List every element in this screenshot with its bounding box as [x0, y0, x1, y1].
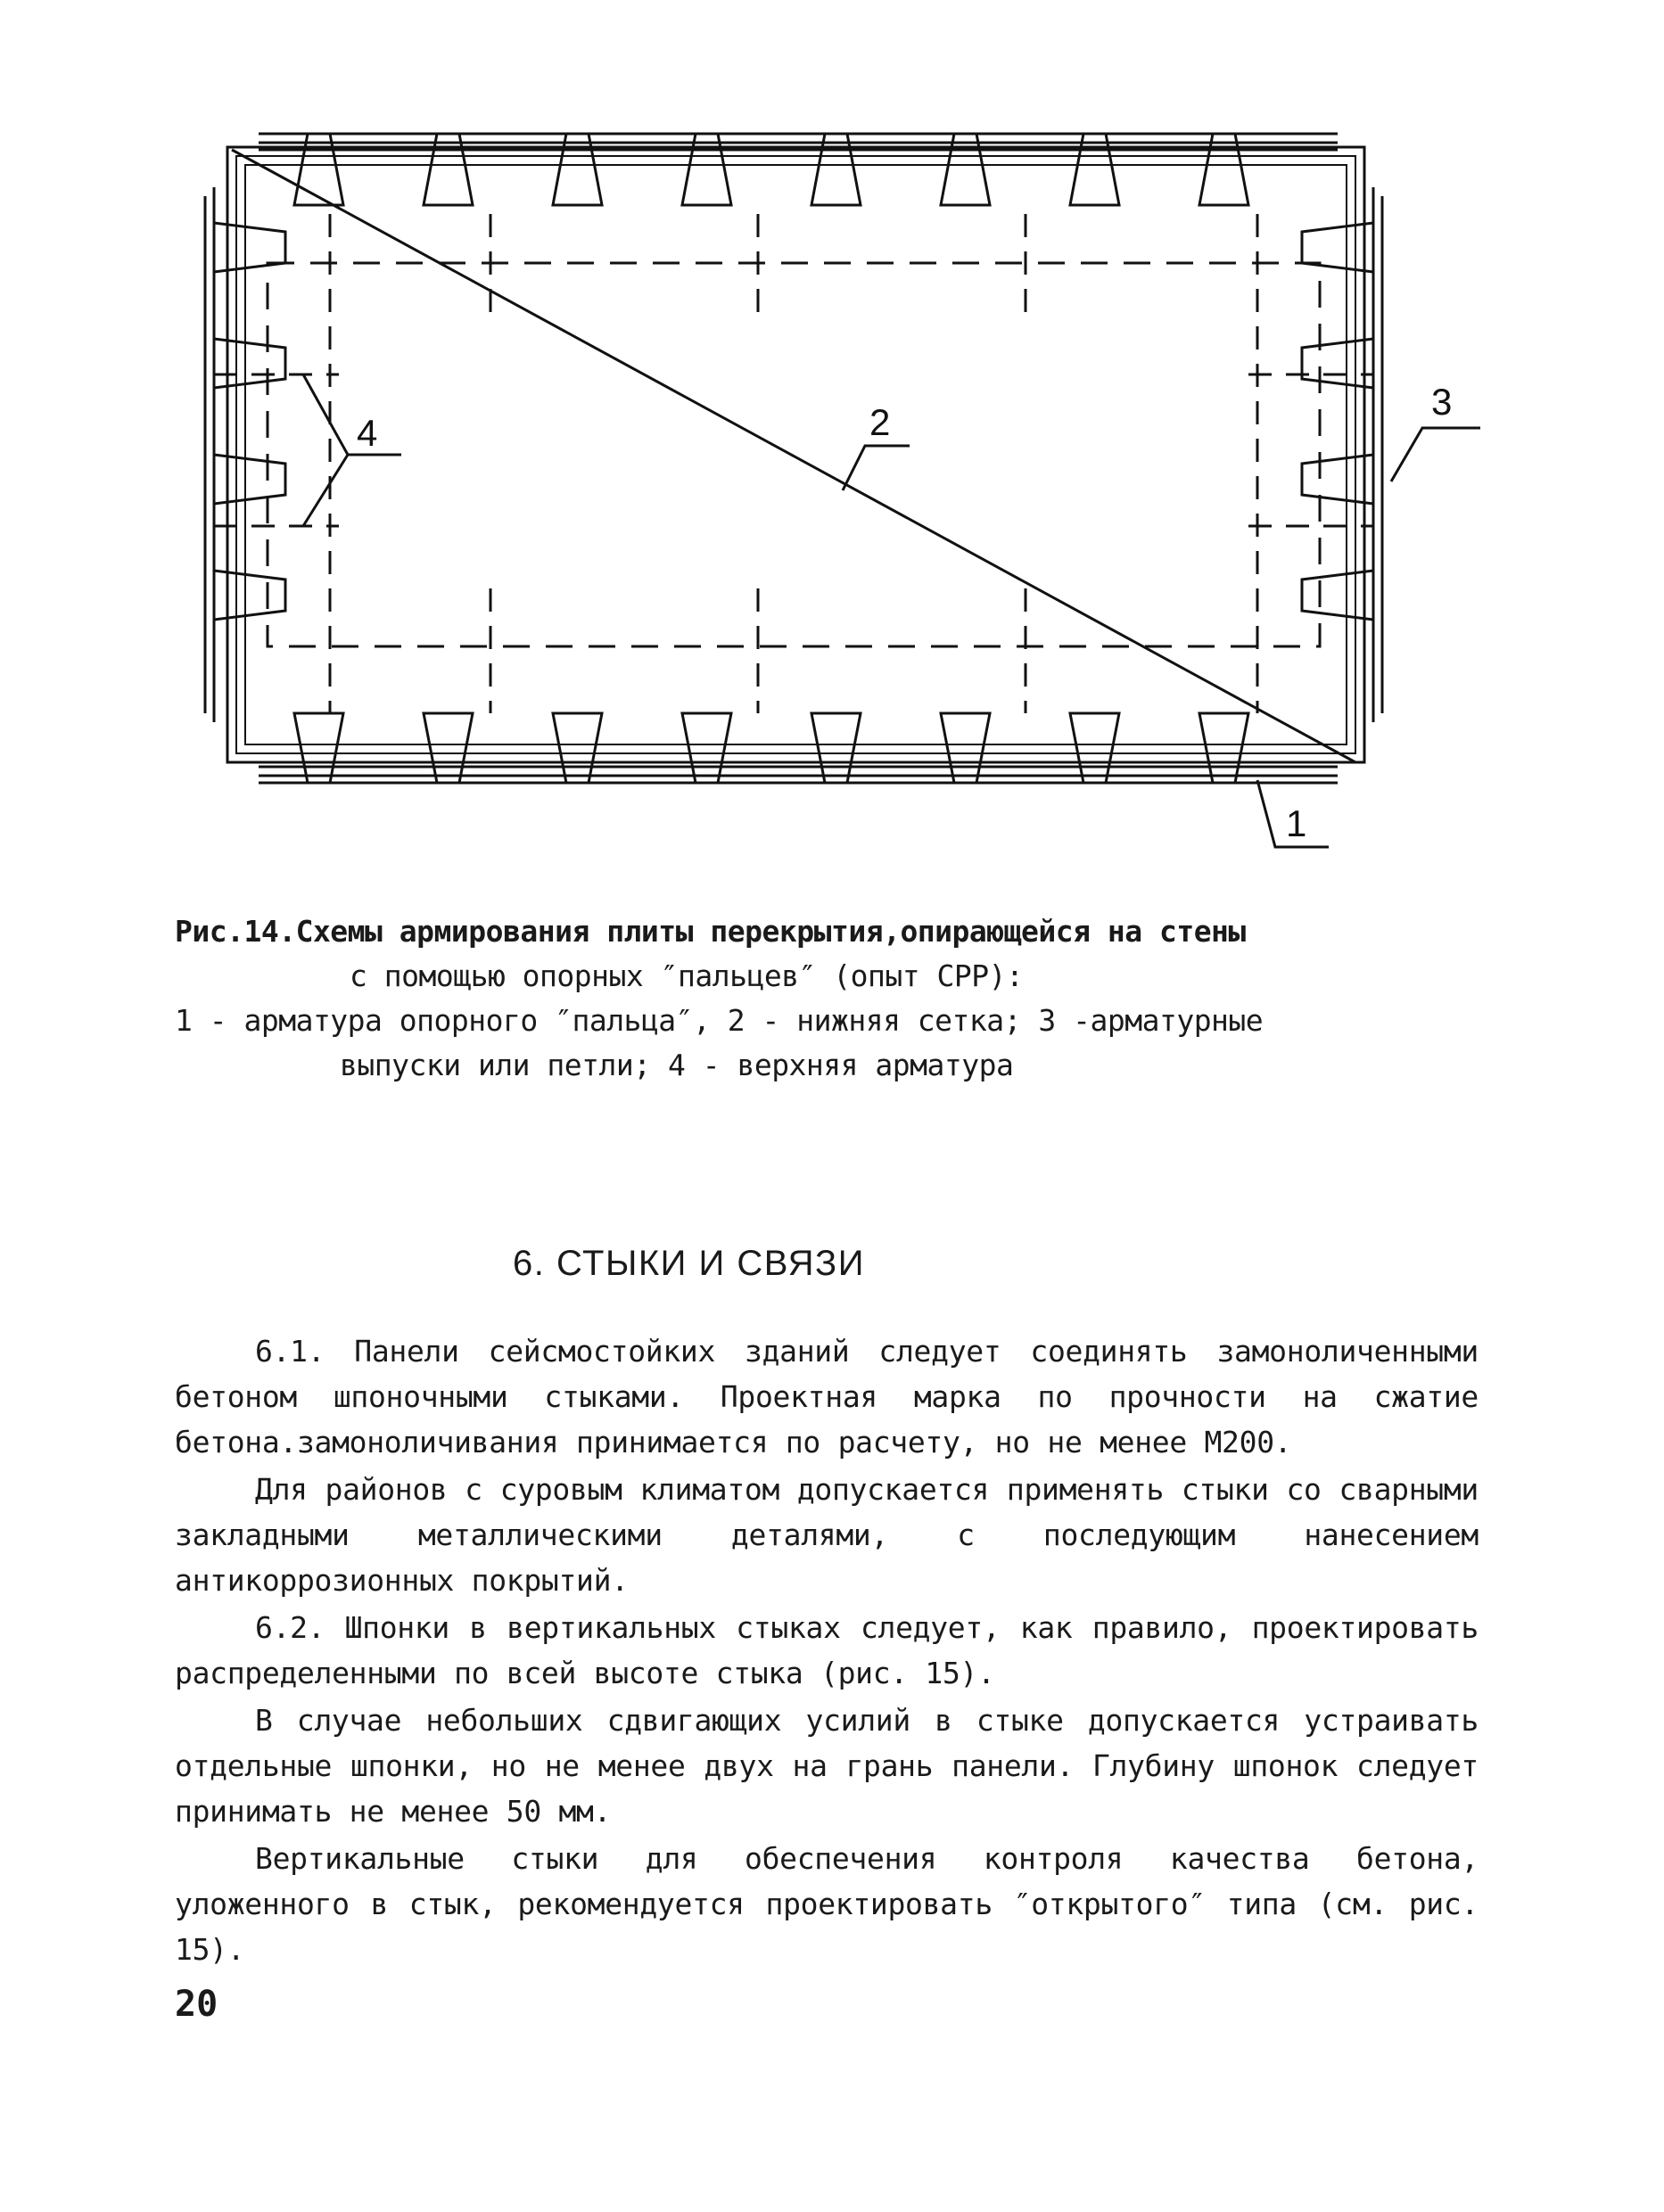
caption-line-3: 1 - арматура опорного ″пальца″, 2 - нижняя сетка; 3 -арматурные — [175, 1003, 1264, 1038]
figure-caption — [175, 909, 1486, 1088]
reinforcement-figure — [161, 107, 1516, 892]
paragraph-vertical-joints: Вертикальные стыки для обеспечения контроля качества бетона, уложенного в стык, рекомендуется проектировать ″открытого″ типа (см. рис. 15). — [175, 1841, 1479, 1967]
paragraph-climate: Для районов с суровым климатом допускается применять стыки со сварными закладными металлическими деталями, с последующим нанесением антикоррозионных покрытий. — [175, 1472, 1479, 1598]
caption-line-1: Рис.14.Схемы армирования плиты перекрытия,опирающейся на стены — [175, 914, 1246, 949]
section-title: 6. СТЫКИ И СВЯЗИ — [513, 1244, 865, 1283]
body-text — [175, 1328, 1479, 1972]
reinforcement-drawing — [161, 107, 1516, 892]
caption-line-2: с помощью опорных ″пальцев″ (опыт СРР): — [350, 958, 1024, 993]
label-1: 1 — [1286, 802, 1307, 844]
label-4: 4 — [357, 412, 378, 454]
paragraph-6-2: 6.2. Шпонки в вертикальных стыках следует, как правило, проектировать распределенными по всей высоте стыка (рис. 15). — [175, 1610, 1479, 1690]
label-3: 3 — [1431, 381, 1453, 423]
label-2: 2 — [869, 401, 891, 443]
page-number: 20 — [175, 1984, 218, 2025]
paragraph-shear: В случае небольших сдвигающих усилий в стыке допускается устраивать отдельные шпонки, но не менее двух на грань панели. Глубину шпонок следует принимать не менее 50 мм. — [175, 1703, 1479, 1829]
caption-line-4: выпуски или петли; 4 - верхняя арматура — [340, 1048, 1014, 1082]
paragraph-6-1: 6.1. Панели сейсмостойких зданий следует соединять замоноличенными бетоном шпоночными стыками. Проектная марка по прочности на сжатие бетона.замоноличивания принимается по расчету, но не менее М200. — [175, 1334, 1479, 1460]
